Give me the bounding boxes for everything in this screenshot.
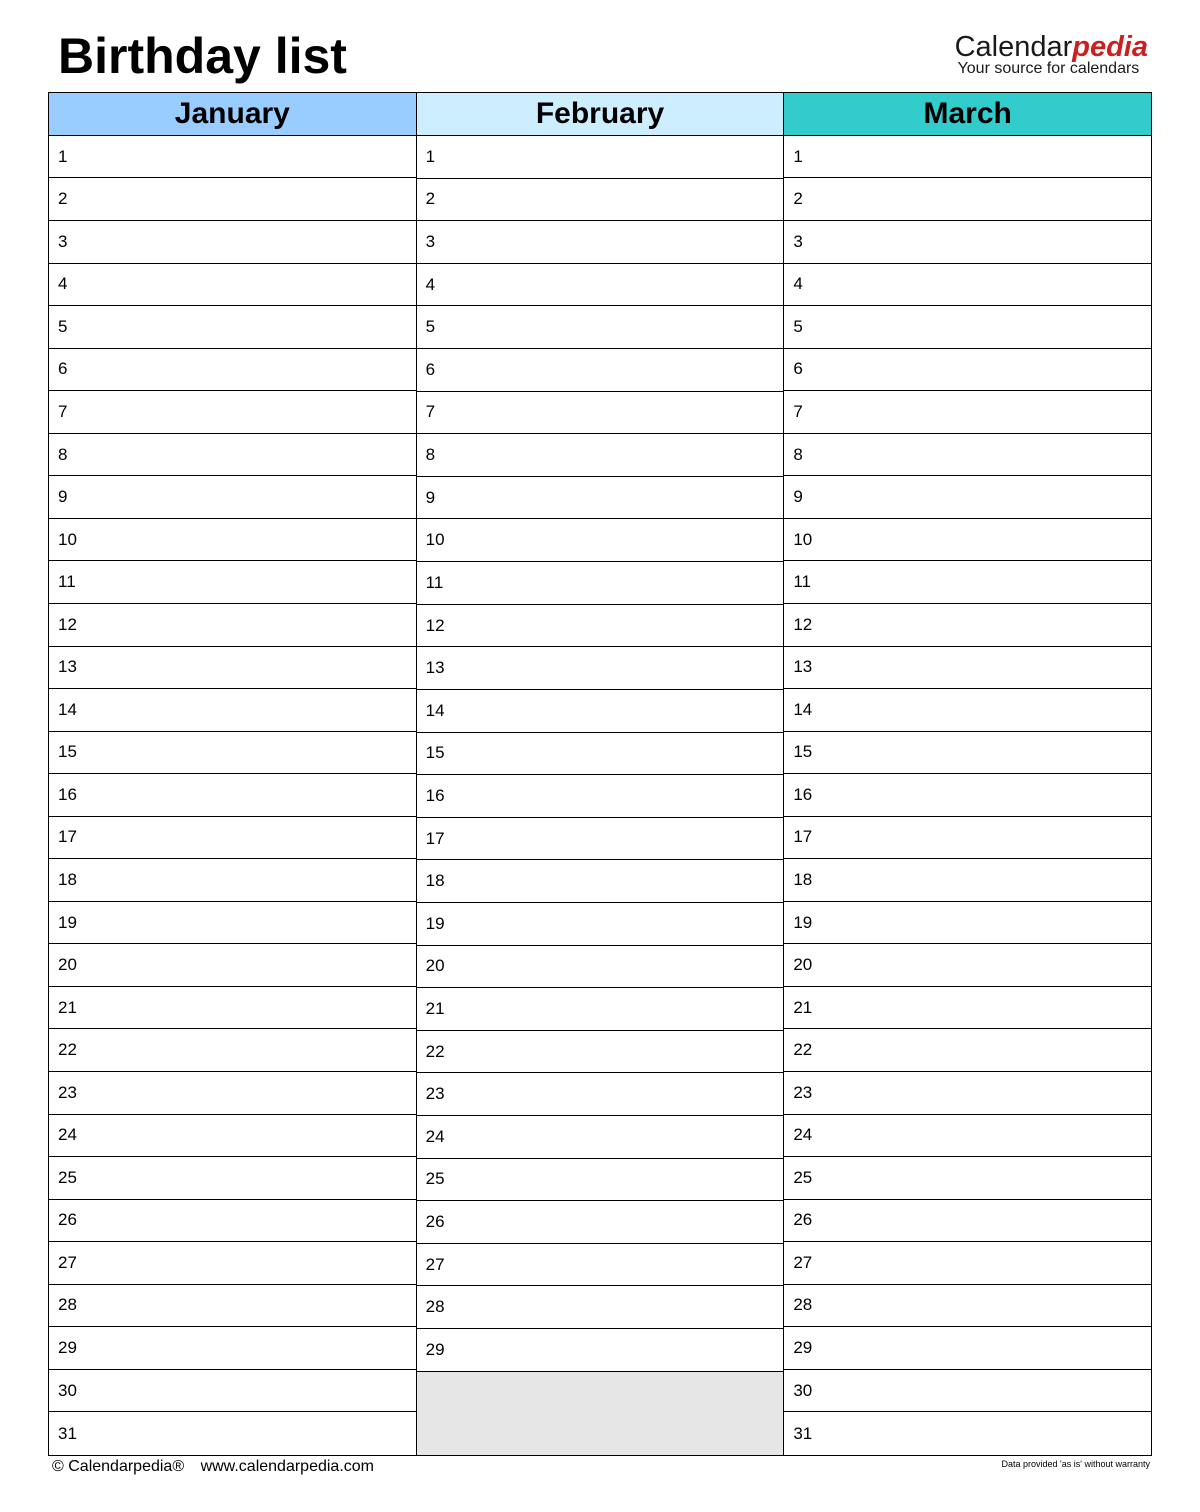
day-cell[interactable] xyxy=(49,306,416,349)
day-number: 17 xyxy=(425,828,445,848)
day-number: 28 xyxy=(425,1297,445,1317)
day-number: 18 xyxy=(425,871,445,891)
day-number: 22 xyxy=(58,1040,77,1060)
brand-name xyxy=(955,30,1148,64)
day-cell[interactable] xyxy=(784,1029,1151,1072)
day-cell[interactable] xyxy=(784,732,1151,775)
day-number: 9 xyxy=(425,487,436,507)
day-number: 18 xyxy=(793,870,813,889)
footer-url-link[interactable]: www.calendarpedia.com xyxy=(200,1458,374,1475)
day-cell[interactable] xyxy=(417,647,784,690)
day-cell[interactable] xyxy=(784,987,1151,1030)
day-cell[interactable] xyxy=(417,605,784,648)
day-cell[interactable] xyxy=(49,349,416,392)
day-cell[interactable] xyxy=(49,1285,416,1328)
day-number: 8 xyxy=(58,444,68,464)
day-number: 10 xyxy=(425,530,445,550)
day-number: 6 xyxy=(793,359,803,379)
day-cell[interactable] xyxy=(49,774,416,817)
day-number: 25 xyxy=(793,1167,813,1187)
day-cell[interactable] xyxy=(784,1285,1151,1328)
day-number: 12 xyxy=(58,614,77,634)
day-cell[interactable] xyxy=(417,519,784,562)
day-cell[interactable] xyxy=(49,944,416,987)
day-number: 2 xyxy=(58,189,68,209)
day-number: 12 xyxy=(793,614,813,634)
day-number: 3 xyxy=(793,231,803,251)
day-cell[interactable] xyxy=(784,859,1151,902)
day-number: 29 xyxy=(58,1338,77,1358)
day-number: 9 xyxy=(793,487,803,507)
day-cell[interactable] xyxy=(49,1072,416,1115)
day-cell[interactable] xyxy=(784,1370,1151,1413)
day-number: 21 xyxy=(793,997,813,1017)
day-cell[interactable] xyxy=(784,902,1151,945)
month-header: March xyxy=(784,93,1151,136)
day-cell[interactable] xyxy=(784,1200,1151,1243)
day-number: 11 xyxy=(58,572,76,592)
day-number: 15 xyxy=(793,742,813,762)
month-header: February xyxy=(417,93,784,136)
day-number: 27 xyxy=(58,1252,77,1272)
day-cell[interactable] xyxy=(784,944,1151,987)
day-cell[interactable] xyxy=(417,1116,784,1159)
day-cell[interactable] xyxy=(417,136,784,179)
day-number: 30 xyxy=(793,1380,813,1400)
day-cell[interactable] xyxy=(49,1200,416,1243)
day-number: 12 xyxy=(425,615,445,635)
day-cell[interactable] xyxy=(417,1159,784,1202)
day-cell[interactable] xyxy=(784,1072,1151,1115)
day-cell[interactable] xyxy=(49,264,416,307)
day-number: 4 xyxy=(58,274,68,294)
day-number: 5 xyxy=(58,316,68,336)
day-cell[interactable] xyxy=(49,519,416,562)
day-number: 3 xyxy=(425,232,436,252)
day-number: 2 xyxy=(425,189,436,209)
day-number: 28 xyxy=(58,1295,77,1315)
day-number: 11 xyxy=(793,572,811,592)
month-column-march xyxy=(783,93,1151,1455)
day-number: 13 xyxy=(793,657,813,677)
day-number: 3 xyxy=(58,231,68,251)
footer-copyright: © Calendarpedia® xyxy=(52,1458,185,1475)
day-cell[interactable] xyxy=(49,434,416,477)
day-cell[interactable] xyxy=(784,1412,1151,1455)
day-cell[interactable] xyxy=(49,178,416,221)
day-number: 20 xyxy=(425,956,445,976)
day-number: 31 xyxy=(58,1423,77,1443)
day-cell[interactable] xyxy=(49,1115,416,1158)
day-number: 13 xyxy=(58,657,77,677)
day-cell[interactable] xyxy=(784,136,1151,179)
day-cell[interactable] xyxy=(417,1244,784,1287)
day-cell[interactable] xyxy=(784,689,1151,732)
day-number: 11 xyxy=(425,572,444,592)
day-number: 4 xyxy=(425,274,436,294)
day-cell[interactable] xyxy=(784,306,1151,349)
day-number: 27 xyxy=(793,1252,813,1272)
brand-name-prefix: Calendar xyxy=(954,31,1073,63)
day-number: 1 xyxy=(793,146,803,166)
day-number: 8 xyxy=(793,444,803,464)
day-cell[interactable] xyxy=(784,391,1151,434)
day-number: 1 xyxy=(58,146,68,166)
day-number: 30 xyxy=(58,1380,77,1400)
day-cell[interactable] xyxy=(417,818,784,861)
day-cell[interactable] xyxy=(784,519,1151,562)
day-number: 20 xyxy=(793,955,813,975)
day-number: 7 xyxy=(58,401,68,421)
day-cell[interactable] xyxy=(417,179,784,222)
day-number: 28 xyxy=(793,1295,813,1315)
day-cell[interactable] xyxy=(784,604,1151,647)
day-number: 7 xyxy=(425,402,436,422)
day-cell[interactable] xyxy=(417,988,784,1031)
day-cell[interactable] xyxy=(49,987,416,1030)
day-number: 26 xyxy=(58,1210,77,1230)
day-number: 21 xyxy=(425,998,445,1018)
unused-days-filler xyxy=(417,1372,784,1455)
day-cell[interactable] xyxy=(417,903,784,946)
day-cell[interactable] xyxy=(49,391,416,434)
day-cell[interactable] xyxy=(784,1157,1151,1200)
day-cell[interactable] xyxy=(49,221,416,264)
day-cell[interactable] xyxy=(784,178,1151,221)
day-cell[interactable] xyxy=(417,1329,784,1372)
day-cell[interactable] xyxy=(417,690,784,733)
day-number: 10 xyxy=(793,529,813,549)
day-cell[interactable] xyxy=(784,476,1151,519)
day-cell[interactable] xyxy=(49,689,416,732)
day-cell[interactable] xyxy=(784,561,1151,604)
day-number: 23 xyxy=(425,1084,445,1104)
day-number: 31 xyxy=(793,1423,813,1443)
day-cell[interactable] xyxy=(417,434,784,477)
day-cell[interactable] xyxy=(49,1157,416,1200)
day-cell[interactable] xyxy=(49,1412,416,1455)
day-number: 16 xyxy=(793,784,813,804)
day-number: 13 xyxy=(425,658,445,678)
day-number: 18 xyxy=(58,870,77,889)
day-cell[interactable] xyxy=(784,1327,1151,1370)
day-cell[interactable] xyxy=(49,902,416,945)
day-cell[interactable] xyxy=(784,434,1151,477)
day-number: 24 xyxy=(58,1125,77,1145)
day-number: 9 xyxy=(58,487,68,507)
day-number: 22 xyxy=(425,1041,445,1061)
calendarpedia-logo[interactable] xyxy=(955,30,1148,77)
day-number: 5 xyxy=(793,316,803,336)
footer-disclaimer: Data provided 'as is' without warranty xyxy=(1001,1459,1150,1469)
day-cell[interactable] xyxy=(417,562,784,605)
day-cell[interactable] xyxy=(417,221,784,264)
day-cell[interactable] xyxy=(784,221,1151,264)
day-cell[interactable] xyxy=(417,860,784,903)
day-number: 14 xyxy=(58,699,77,719)
page-title: Birthday list xyxy=(58,28,347,84)
day-number: 26 xyxy=(425,1212,445,1232)
day-cell[interactable] xyxy=(49,1242,416,1285)
day-cell[interactable] xyxy=(417,1286,784,1329)
day-number: 25 xyxy=(425,1169,445,1189)
day-number: 24 xyxy=(425,1126,445,1146)
day-number: 23 xyxy=(793,1082,813,1102)
day-number: 10 xyxy=(58,529,77,549)
day-cell[interactable] xyxy=(49,647,416,690)
day-number: 23 xyxy=(58,1082,77,1102)
day-number: 8 xyxy=(425,445,436,465)
day-cell[interactable] xyxy=(417,775,784,818)
day-number: 1 xyxy=(425,146,436,166)
day-cell[interactable] xyxy=(49,561,416,604)
day-cell[interactable] xyxy=(417,306,784,349)
day-number: 25 xyxy=(58,1167,77,1187)
day-number: 14 xyxy=(793,699,813,719)
day-number: 20 xyxy=(58,955,77,975)
day-cell[interactable] xyxy=(417,477,784,520)
day-cell[interactable] xyxy=(49,1327,416,1370)
day-cell[interactable] xyxy=(417,349,784,392)
day-number: 19 xyxy=(793,912,813,932)
day-cell[interactable] xyxy=(784,1242,1151,1285)
day-number: 19 xyxy=(58,912,77,932)
day-number: 16 xyxy=(58,784,77,804)
day-cell[interactable] xyxy=(49,136,416,179)
day-cell[interactable] xyxy=(49,859,416,902)
day-cell[interactable] xyxy=(417,1201,784,1244)
day-number: 15 xyxy=(425,743,445,763)
day-cell[interactable] xyxy=(49,604,416,647)
day-number: 15 xyxy=(58,742,77,762)
day-cell[interactable] xyxy=(417,264,784,307)
day-cell[interactable] xyxy=(49,476,416,519)
day-number: 6 xyxy=(425,359,436,379)
day-cell[interactable] xyxy=(417,1031,784,1074)
day-number: 5 xyxy=(425,317,436,337)
day-number: 16 xyxy=(425,785,445,805)
day-number: 7 xyxy=(793,401,803,421)
day-number: 6 xyxy=(58,359,68,379)
day-number: 4 xyxy=(793,274,803,294)
day-cell[interactable] xyxy=(784,264,1151,307)
day-number: 24 xyxy=(793,1125,813,1145)
day-number: 2 xyxy=(793,189,803,209)
day-cell[interactable] xyxy=(49,1370,416,1413)
day-cell[interactable] xyxy=(49,1029,416,1072)
day-number: 17 xyxy=(793,827,813,847)
day-number: 21 xyxy=(58,997,77,1017)
day-cell[interactable] xyxy=(417,1073,784,1116)
day-number: 29 xyxy=(793,1338,813,1358)
brand-tagline: Your source for calendars xyxy=(957,60,1140,77)
birthday-grid xyxy=(48,92,1152,1456)
day-number: 17 xyxy=(58,827,77,847)
day-number: 27 xyxy=(425,1254,445,1274)
day-cell[interactable] xyxy=(784,647,1151,690)
day-cell[interactable] xyxy=(784,774,1151,817)
day-number: 19 xyxy=(425,913,445,933)
brand-name-suffix: pedia xyxy=(1072,31,1148,63)
footer-credits xyxy=(52,1458,374,1476)
day-cell[interactable] xyxy=(417,392,784,435)
month-column-january xyxy=(49,93,416,1455)
month-column-february xyxy=(416,93,784,1455)
day-cell[interactable] xyxy=(49,817,416,860)
day-cell[interactable] xyxy=(784,817,1151,860)
day-number: 29 xyxy=(425,1339,445,1359)
day-cell[interactable] xyxy=(784,1115,1151,1158)
day-cell[interactable] xyxy=(417,733,784,776)
month-header: January xyxy=(49,93,416,136)
day-cell[interactable] xyxy=(784,349,1151,392)
day-number: 26 xyxy=(793,1210,813,1230)
day-number: 22 xyxy=(793,1040,813,1060)
day-number: 14 xyxy=(425,700,445,720)
day-cell[interactable] xyxy=(417,946,784,989)
day-cell[interactable] xyxy=(49,732,416,775)
